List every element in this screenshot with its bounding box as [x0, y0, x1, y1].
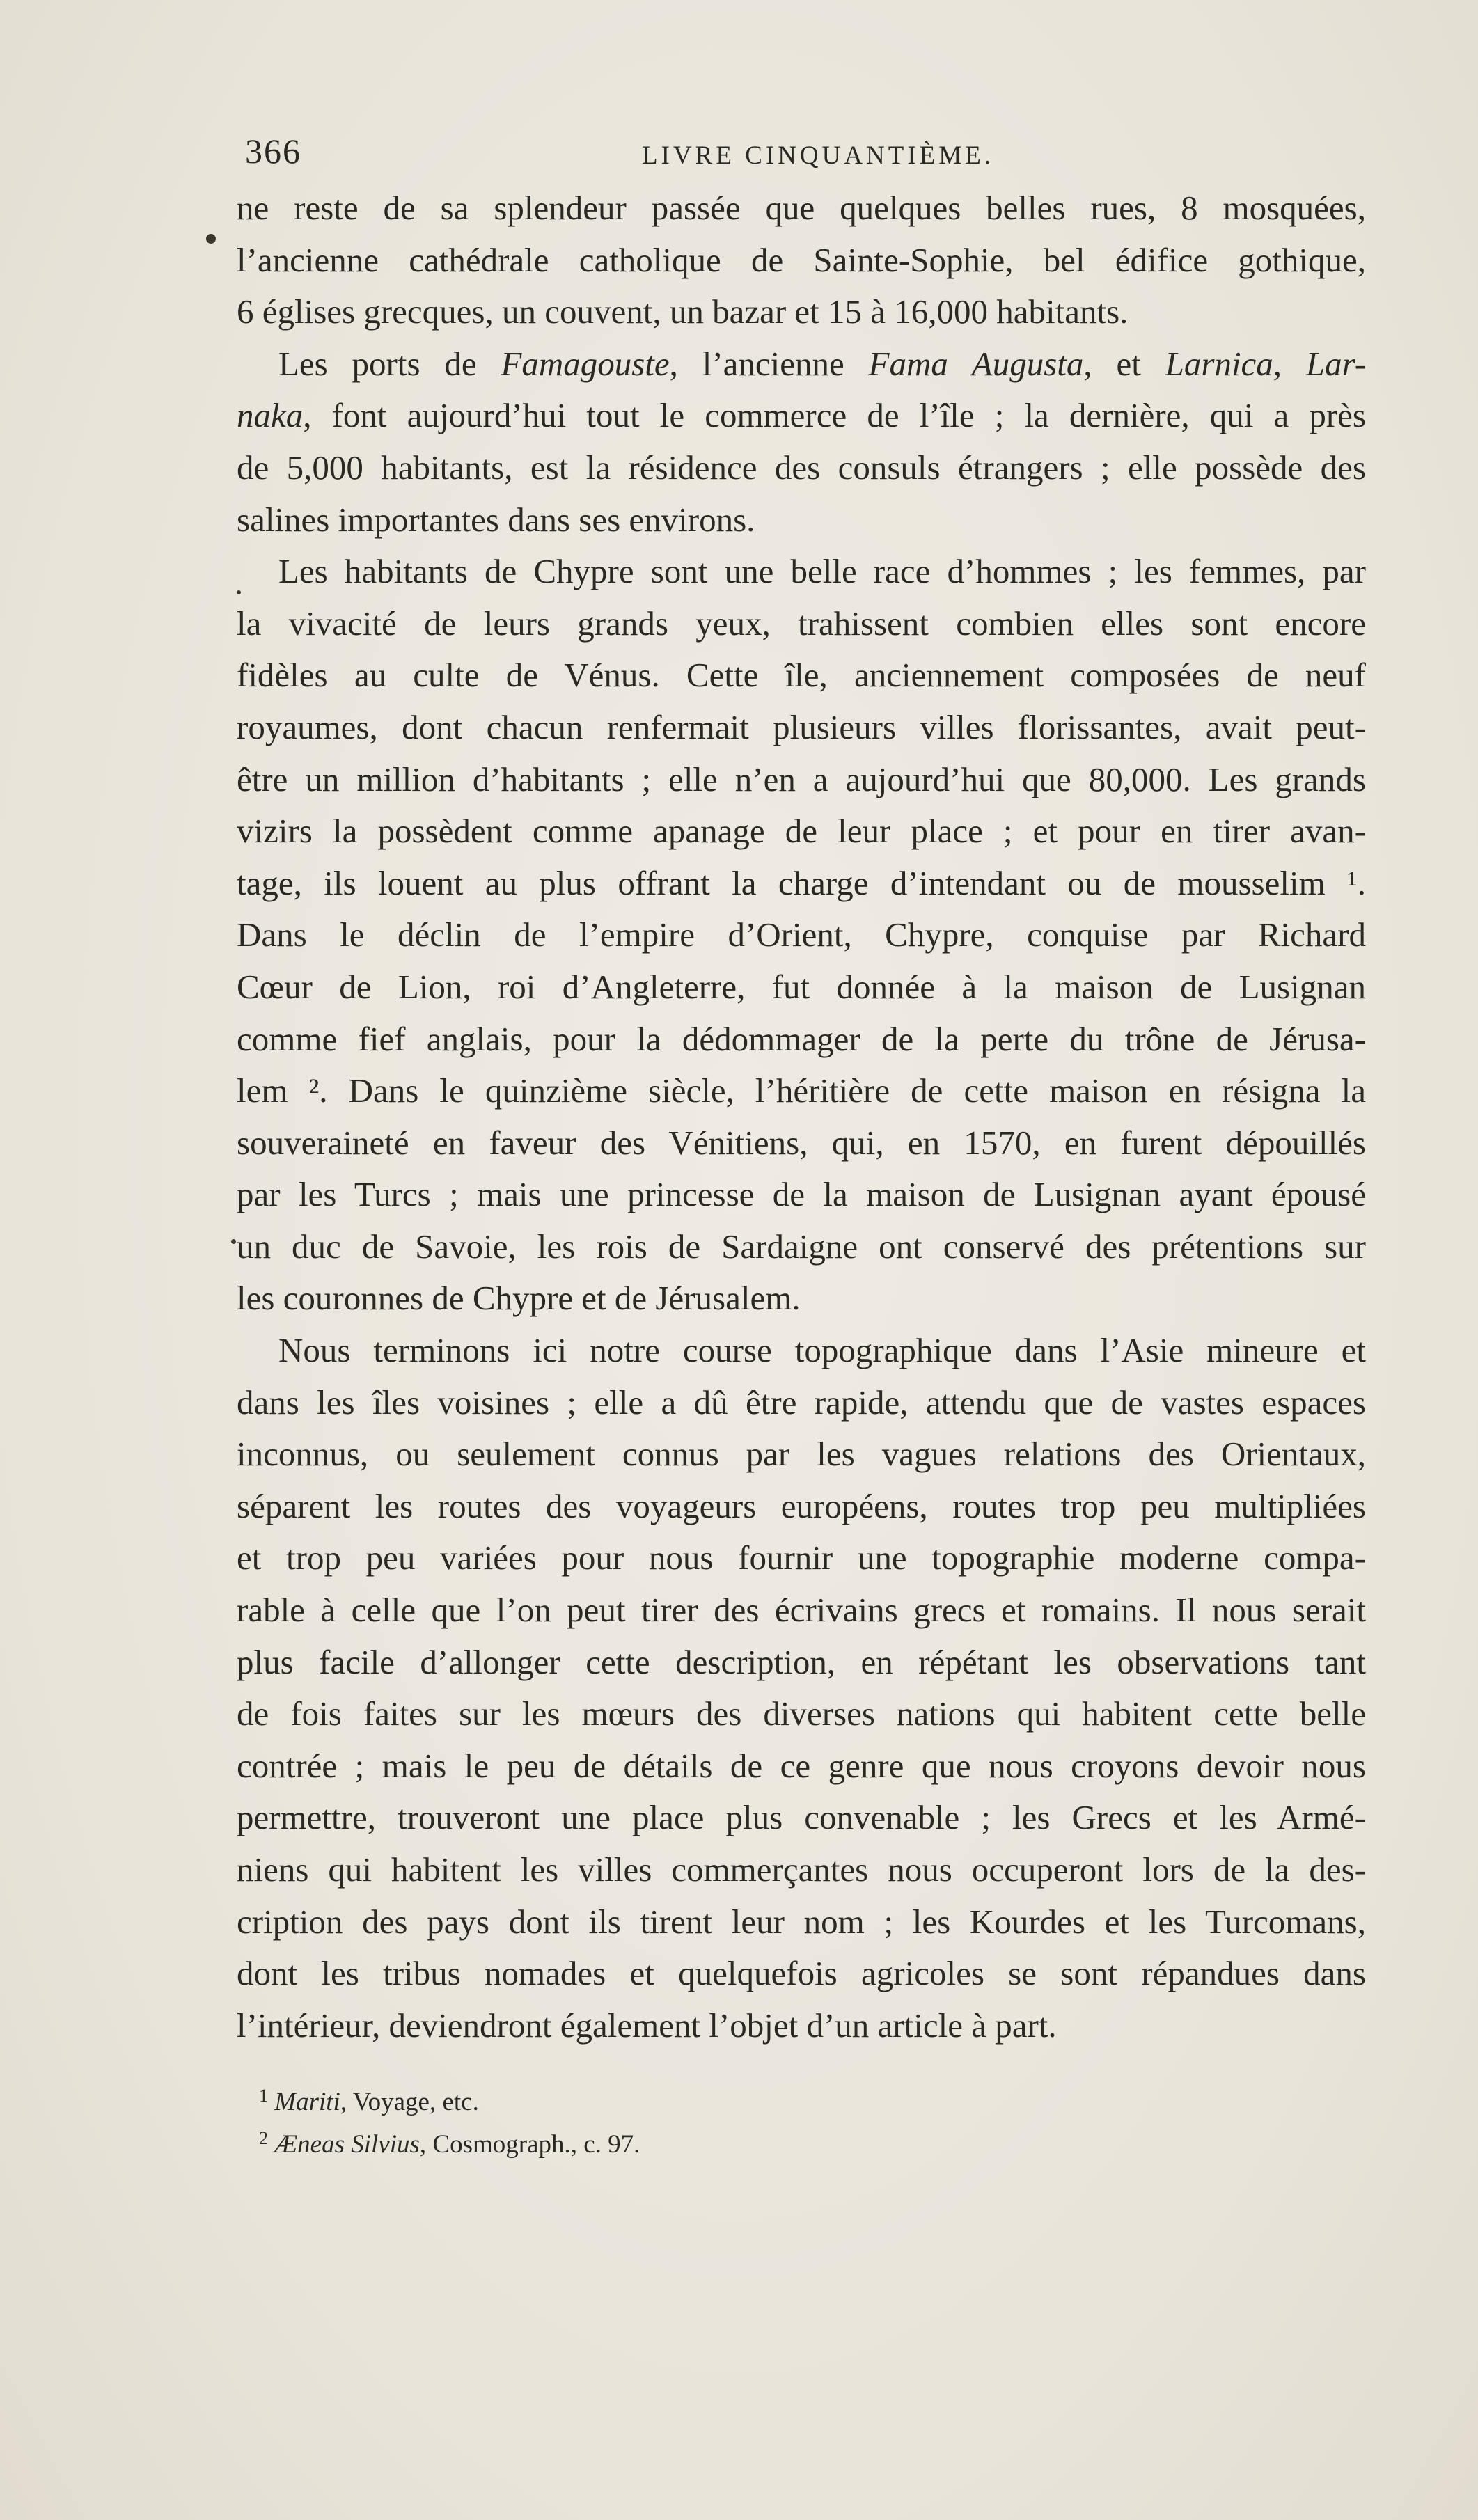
- ink-spot-mark: [206, 234, 216, 244]
- text-line: 6 églises grecques, un couvent, un bazar et 15 à 16,000 habitants.: [237, 292, 1129, 331]
- text-line: par les Turcs ; mais une princesse de la maison de Lusignan ayant épousé: [237, 1175, 1366, 1214]
- text-line: niens qui habitent les villes commerçantes nous occuperont lors de la des-: [237, 1850, 1366, 1889]
- text-line: dont les tribus nomades et quelquefois agricoles se sont répandues dans: [237, 1954, 1366, 1993]
- text-line: la vivacité de leurs grands yeux, trahissent combien elles sont encore: [237, 604, 1366, 643]
- text-line: fidèles au culte de Vénus. Cette île, anciennement composées de neuf: [237, 656, 1366, 695]
- text-line: être un million d’habitants ; elle n’en a aujourd’hui que 80,000. Les grands: [237, 759, 1366, 798]
- text-line: cription des pays dont ils tirent leur nom ; les Kourdes et les Turcomans,: [237, 1902, 1366, 1941]
- text-line: de fois faites sur les mœurs des diverses nations qui habitent cette belle: [237, 1694, 1366, 1733]
- text-line: séparent les routes des voyageurs européens, routes trop peu multipliées: [237, 1486, 1366, 1525]
- footnote-reference: , Voyage, etc.: [340, 2088, 479, 2116]
- footnote-mark: 1: [259, 2086, 268, 2106]
- text-line: Les habitants de Chypre sont une belle race d’hommes ; les femmes, par: [278, 552, 1366, 591]
- text-line: tage, ils louent au plus offrant la charge d’intendant ou de mousselim ¹.: [237, 863, 1366, 902]
- text-line: contrée ; mais le peu de détails de ce genre que nous croyons devoir nous: [237, 1746, 1366, 1785]
- text-line: Dans le déclin de l’empire d’Orient, Chypre, conquise par Richard: [237, 915, 1366, 954]
- text-line: rable à celle que l’on peut tirer des écrivains grecs et romains. Il nous serait: [237, 1591, 1366, 1630]
- text-line: permettre, trouveront une place plus convenable ; les Grecs et les Armé-: [237, 1798, 1366, 1837]
- text-line: vizirs la possèdent comme apanage de leur place ; et pour en tirer avan-: [237, 812, 1366, 851]
- page-number: 366: [245, 132, 301, 171]
- page-header: [245, 131, 1367, 173]
- text-line: plus facile d’allonger cette description, en répétant les observations tant: [237, 1642, 1366, 1681]
- text-line: un duc de Savoie, les rois de Sardaigne ont conservé des prétentions sur: [237, 1227, 1366, 1266]
- footnote-mark: 2: [259, 2128, 268, 2148]
- footnote-author: Æneas Silvius: [274, 2130, 420, 2159]
- text-line: Les ports de Famagouste, l’ancienne Fama Augusta, et Larnica, Lar-: [278, 344, 1366, 383]
- text-line: inconnus, ou seulement connus par les vagues relations des Orientaux,: [237, 1435, 1366, 1474]
- text-line: Cœur de Lion, roi d’Angleterre, fut donnée à la maison de Lusignan: [237, 967, 1366, 1006]
- text-line: l’intérieur, deviendront également l’objet d’un article à part.: [237, 2006, 1057, 2045]
- ink-spot-mark: [231, 1239, 236, 1244]
- text-line: et trop peu variées pour nous fournir une topographie moderne compa-: [237, 1538, 1366, 1577]
- text-line: de 5,000 habitants, est la résidence des consuls étrangers ; elle possède des: [237, 448, 1366, 487]
- text-line: les couronnes de Chypre et de Jérusalem.: [237, 1279, 801, 1318]
- running-head: LIVRE CINQUANTIÈME.: [642, 141, 995, 170]
- text-line: dans les îles voisines ; elle a dû être rapide, attendu que de vastes espaces: [237, 1383, 1366, 1422]
- text-line: comme fief anglais, pour la dédommager de la perte du trône de Jérusa-: [237, 1019, 1366, 1058]
- text-line: l’ancienne cathédrale catholique de Sainte-Sophie, bel édifice gothique,: [237, 240, 1366, 279]
- text-line: naka, font aujourd’hui tout le commerce de l’île ; la dernière, qui a près: [237, 396, 1366, 435]
- text-line: lem ². Dans le quinzième siècle, l’héritière de cette maison en résigna la: [237, 1071, 1366, 1110]
- footnote-reference: , Cosmograph., c. 97.: [419, 2130, 640, 2159]
- text-line: salines importantes dans ses environs.: [237, 500, 755, 539]
- body-text: [237, 182, 1366, 2052]
- footnote: [259, 2120, 1234, 2163]
- footnote: [259, 2078, 1234, 2120]
- text-line: ne reste de sa splendeur passée que quelques belles rues, 8 mosquées,: [237, 189, 1366, 227]
- text-line: souveraineté en faveur des Vénitiens, qui, en 1570, en furent dépouillés: [237, 1123, 1366, 1162]
- text-line: Nous terminons ici notre course topographique dans l’Asie mineure et: [278, 1331, 1366, 1370]
- text-line: royaumes, dont chacun renfermait plusieurs villes florissantes, avait peut-: [237, 707, 1366, 746]
- footnotes: [259, 2078, 1234, 2163]
- footnote-author: Mariti: [274, 2088, 340, 2116]
